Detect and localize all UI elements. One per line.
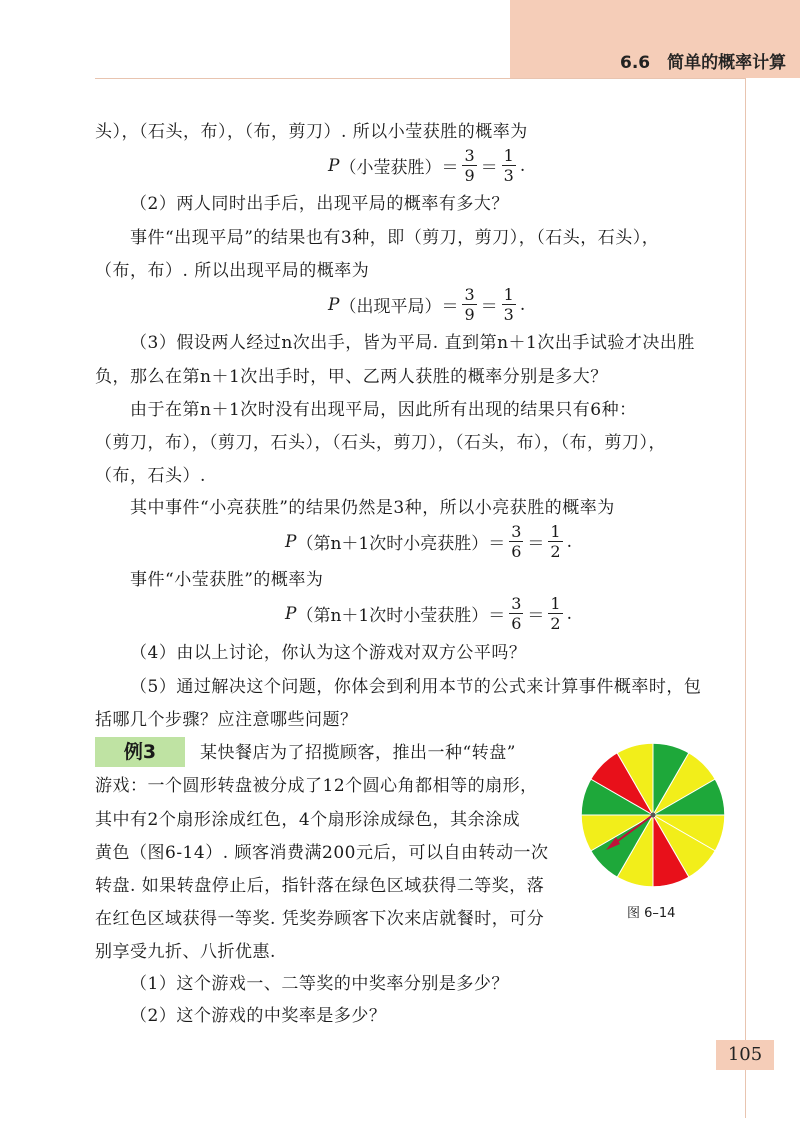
denominator: 9 — [464, 166, 475, 185]
fraction — [509, 522, 523, 561]
denominator: 6 — [511, 614, 522, 633]
example-line: 别享受九折、八折优惠. — [95, 942, 276, 962]
text-line: 事件“出现平局”的结果也有3种，即（剪刀，剪刀），（石头，石头）， — [130, 228, 660, 248]
denominator: 2 — [550, 614, 561, 633]
text-line: （布，布）. 所以出现平局的概率为 — [95, 261, 370, 281]
example-line: 黄色（图6-14）. 顾客消费满200元后，可以自由转动一次 — [95, 843, 549, 863]
numerator: 3 — [464, 285, 475, 304]
fraction — [462, 285, 476, 324]
numerator: 3 — [464, 146, 475, 165]
numerator: 1 — [503, 146, 514, 165]
example-line: 某快餐店为了招揽顾客，推出一种“转盘” — [200, 743, 516, 763]
page-number: 105 — [716, 1040, 774, 1070]
fraction — [548, 522, 562, 561]
numerator: 1 — [550, 522, 561, 541]
numerator: 3 — [511, 594, 522, 613]
numerator: 3 — [511, 522, 522, 541]
formula-period: . — [519, 294, 526, 315]
equals-sign: ＝ — [480, 297, 498, 317]
text-line: 头），（石头，布），（布，剪刀）. 所以小莹获胜的概率为 — [95, 122, 528, 142]
equals-sign: ＝ — [527, 534, 545, 554]
fraction — [502, 285, 516, 324]
right-margin-line — [745, 78, 746, 1118]
text-line: （3）假设两人经过n次出手，皆为平局. 直到第n＋1次出手试验才决出胜 — [130, 333, 695, 353]
formula-period: . — [566, 531, 572, 552]
wheel-center-pin — [651, 813, 656, 818]
formula-lhs: （小莹获胜）＝ — [339, 158, 459, 178]
section-title: 6.6 简单的概率计算 — [620, 53, 787, 73]
formula-lhs: （第n＋1次时小莹获胜）＝ — [296, 606, 506, 626]
fraction — [509, 594, 523, 633]
text-line: （2）两人同时出手后，出现平局的概率有多大？ — [130, 194, 509, 214]
formula-p: P — [285, 531, 297, 552]
formula-1 — [328, 146, 525, 185]
denominator: 3 — [503, 305, 514, 324]
denominator: 3 — [503, 166, 514, 185]
example-line: 在红色区域获得一等奖. 凭奖券顾客下次来店就餐时，可分 — [95, 909, 545, 929]
formula-period: . — [566, 603, 572, 624]
equals-sign: ＝ — [527, 606, 545, 626]
fraction — [548, 594, 562, 633]
example-line: （2）这个游戏的中奖率是多少？ — [130, 1006, 387, 1026]
text-line: 括哪几个步骤？应注意哪些问题？ — [95, 710, 358, 730]
fraction — [462, 146, 476, 185]
example-line: （1）这个游戏一、二等奖的中奖率分别是多少？ — [130, 974, 509, 994]
formula-p: P — [285, 603, 297, 624]
text-line: 负，那么在第n＋1次出手时，甲、乙两人获胜的概率分别是多大？ — [95, 367, 608, 387]
formula-p: P — [328, 155, 340, 176]
text-line: （5）通过解决这个问题，你体会到利用本节的公式来计算事件概率时，包 — [130, 677, 702, 697]
text-line: （剪刀，布），（剪刀，石头），（石头，剪刀），（石头，布），（布，剪刀）， — [95, 433, 666, 453]
example-label: 例3 — [95, 737, 185, 767]
numerator: 1 — [503, 285, 514, 304]
figure-caption: 图 6–14 — [627, 906, 676, 921]
formula-period: . — [519, 155, 526, 176]
text-line: （4）由以上讨论，你认为这个游戏对双方公平吗？ — [130, 643, 527, 663]
numerator: 1 — [550, 594, 561, 613]
text-line: 由于在第n＋1次时没有出现平局，因此所有出现的结果只有6种： — [130, 400, 637, 420]
spinner-wheel-figure — [578, 740, 728, 890]
formula-lhs: （第n＋1次时小亮获胜）＝ — [296, 534, 506, 554]
formula-4 — [285, 594, 572, 633]
example-line: 游戏：一个圆形转盘被分成了12个圆心角都相等的扇形， — [95, 776, 538, 796]
example-line: 转盘. 如果转盘停止后，指针落在绿色区域获得二等奖，落 — [95, 876, 545, 896]
header-divider — [95, 78, 745, 79]
denominator: 2 — [550, 542, 561, 561]
formula-2 — [328, 285, 525, 324]
equals-sign: ＝ — [480, 158, 498, 178]
denominator: 6 — [511, 542, 522, 561]
text-line: 事件“小莹获胜”的概率为 — [130, 570, 324, 590]
fraction — [502, 146, 516, 185]
example-line: 其中有2个扇形涂成红色，4个扇形涂成绿色，其余涂成 — [95, 810, 521, 830]
text-line: 其中事件“小亮获胜”的结果仍然是3种，所以小亮获胜的概率为 — [130, 498, 615, 518]
formula-3 — [285, 522, 572, 561]
formula-lhs: （出现平局）＝ — [339, 297, 459, 317]
text-line: （布，石头）. — [95, 466, 206, 486]
formula-p: P — [328, 294, 340, 315]
denominator: 9 — [464, 305, 475, 324]
